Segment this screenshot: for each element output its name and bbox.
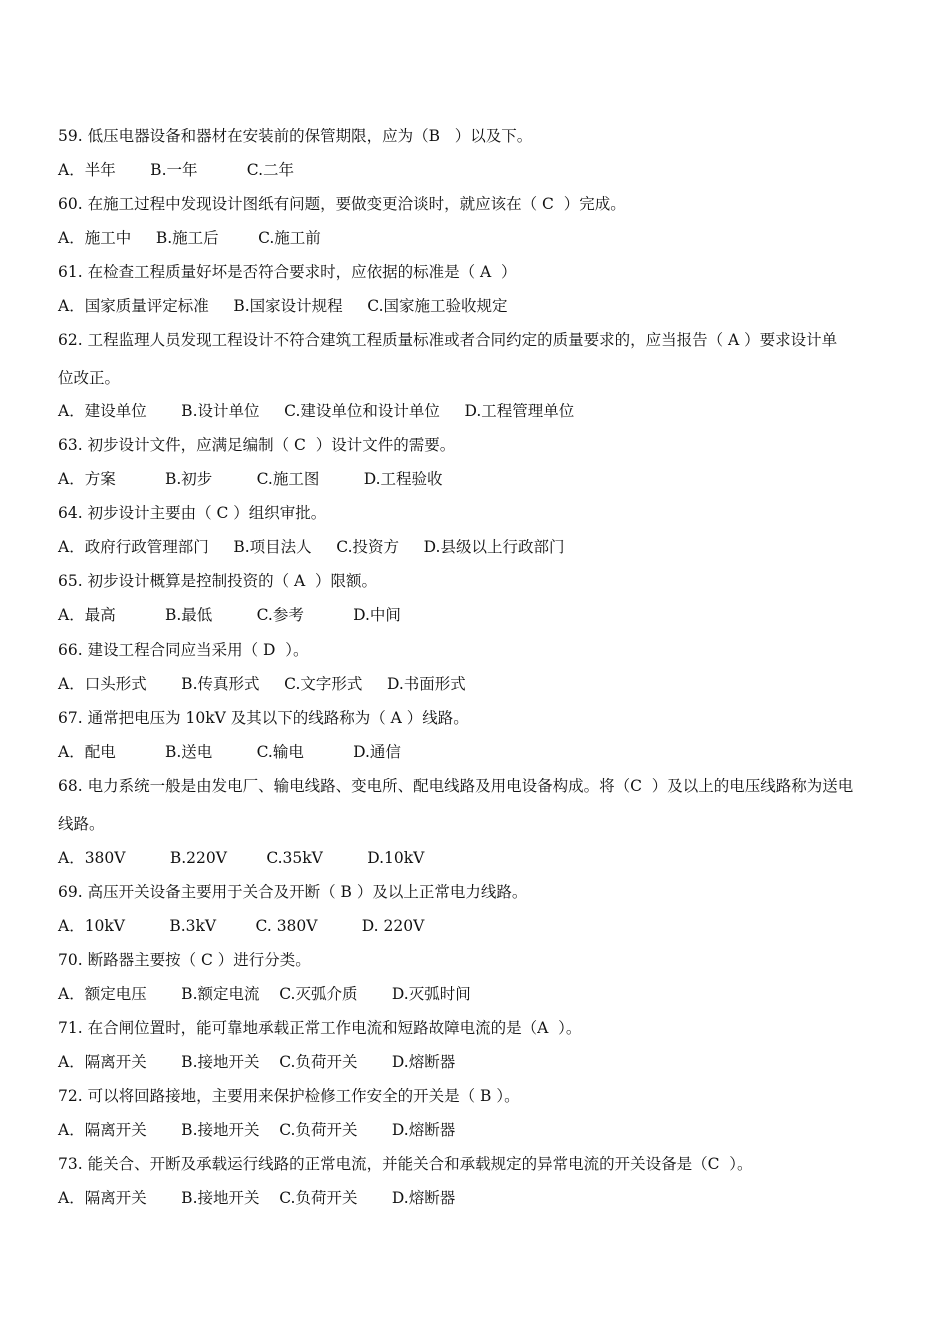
question-72: 72. 可以将回路接地，主要用来保护检修工作安全的开关是（ B ）。 <box>58 1087 520 1105</box>
options-63: A．方案 B.初步 C.施工图 D.工程验收 <box>58 470 443 488</box>
question-69: 69. 高压开关设备主要用于关合及开断（ B ）及以上正常电力线路。 <box>58 883 528 901</box>
question-62: 62. 工程监理人员发现工程设计不符合建筑工程质量标准或者合同约定的质量要求的，应当报告（ A ）要求设计单 <box>58 331 838 349</box>
options-71: A．隔离开关 B.接地开关 C.负荷开关 D.熔断器 <box>58 1053 456 1071</box>
question-63: 63. 初步设计文件，应满足编制（ C ）设计文件的需要。 <box>58 436 456 454</box>
options-65: A．最高 B.最低 C.参考 D.中间 <box>58 606 401 624</box>
options-62: A．建设单位 B.设计单位 C.建设单位和设计单位 D.工程管理单位 <box>58 402 575 420</box>
options-70: A．额定电压 B.额定电流 C.灭弧介质 D.灭弧时间 <box>58 985 471 1003</box>
options-72: A．隔离开关 B.接地开关 C.负荷开关 D.熔断器 <box>58 1121 456 1139</box>
question-71: 71. 在合闸位置时，能可靠地承载正常工作电流和短路故障电流的是（A ）。 <box>58 1019 582 1037</box>
options-60: A．施工中 B.施工后 C.施工前 <box>58 229 321 247</box>
question-64: 64. 初步设计主要由（ C ）组织审批。 <box>58 504 327 522</box>
question-66: 66. 建设工程合同应当采用（ D ）。 <box>58 641 309 659</box>
question-60: 60. 在施工过程中发现设计图纸有问题，要做变更洽谈时，就应该在（ C ）完成。 <box>58 195 626 213</box>
options-66: A．口头形式 B.传真形式 C.文字形式 D.书面形式 <box>58 675 466 693</box>
options-67: A．配电 B.送电 C.输电 D.通信 <box>58 743 401 761</box>
question-65: 65. 初步设计概算是控制投资的（ A ）限额。 <box>58 572 378 590</box>
options-68: A．380V B.220V C.35kV D.10kV <box>58 849 425 867</box>
question-68: 68. 电力系统一般是由发电厂、输电线路、变电所、配电线路及用电设备构成。将（C ）及以上的电压线路称为送电 <box>58 777 854 795</box>
question-61: 61. 在检查工程质量好坏是否符合要求时，应依据的标准是（ A ） <box>58 263 517 281</box>
question-73: 73. 能关合、开断及承载运行线路的正常电流，并能关合和承载规定的异常电流的开关设备是（C ）。 <box>58 1155 753 1173</box>
options-61: A．国家质量评定标准 B.国家设计规程 C.国家施工验收规定 <box>58 297 508 315</box>
question-62-cont: 位改正。 <box>58 369 121 387</box>
options-64: A．政府行政管理部门 B.项目法人 C.投资方 D.县级以上行政部门 <box>58 538 565 556</box>
options-69: A．10kV B.3kV C. 380V D. 220V <box>58 917 425 935</box>
options-73: A．隔离开关 B.接地开关 C.负荷开关 D.熔断器 <box>58 1189 456 1207</box>
question-59: 59. 低压电器设备和器材在安装前的保管期限，应为（B ）以及下。 <box>58 127 533 145</box>
question-68-cont: 线路。 <box>58 815 105 833</box>
options-59: A．半年 B.一年 C.二年 <box>58 161 295 179</box>
question-67: 67. 通常把电压为 10kV 及其以下的线路称为（ A ）线路。 <box>58 709 469 727</box>
question-70: 70. 断路器主要按（ C ）进行分类。 <box>58 951 311 969</box>
